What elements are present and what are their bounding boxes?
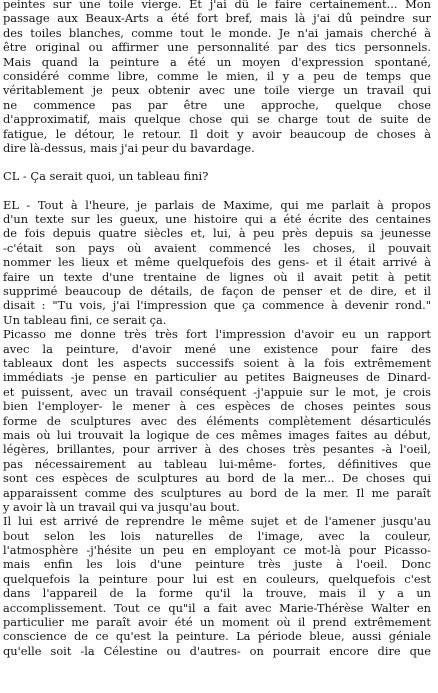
text-line: avec la peinture, d'avoir mené une existence pour faire des bbox=[3, 341, 431, 356]
text-line: fatigue, le détour, le retour. Il doit y avoir beaucoup de choses à bbox=[3, 126, 431, 141]
text-line: tableaux dont les aspects successifs soient à la fois extrêmement bbox=[3, 355, 431, 370]
text-line: forme de sculptures avec des éléments complètement désarticulés bbox=[3, 413, 431, 428]
paragraph-question-cl bbox=[3, 169, 431, 183]
text-line: pas nécessairement au tableau lui-même- fortes, définitives que bbox=[3, 456, 431, 471]
text-line: qu'elle soit -la Célestine ou d'autres- on pourrait encore dire que bbox=[3, 643, 431, 658]
text-line: conscience de ce qu'est la peinture. La période bleue, aussi géniale bbox=[3, 629, 431, 644]
text-line: particulier me paraît avoir été un moment où il prend extrêmement bbox=[3, 615, 431, 630]
paragraph-gap bbox=[3, 155, 431, 169]
text-line: accomplissement. Tout ce qu"il a fait avec Marie-Thérèse Walter en bbox=[3, 600, 431, 615]
text-line: mais enfin les lois d'une peinture très juste à l'oeil. Donc bbox=[3, 557, 431, 572]
text-line: bien l'employer- le mener à ces espèces de choses peintes sous bbox=[3, 399, 431, 414]
text-line: des toiles blanches, comme tout le monde. Je n'ai jamais cherché à bbox=[3, 25, 431, 40]
text-line: considéré comme libre, comme le mien, il y a peu de temps que bbox=[3, 68, 431, 83]
text-line: mais où lui trouvait la logique de ces mêmes images faites au début, bbox=[3, 427, 431, 442]
text-line: faire un texte d'une trentaine de lignes où il avait petit à petit bbox=[3, 269, 431, 284]
text-line: véritablement je peux obtenir avec une toile vierge un travail qui bbox=[3, 83, 431, 98]
text-line: sont ces espèces de sculptures au bord de la mer... De choses qui bbox=[3, 471, 431, 486]
text-line: Un tableau fini, ce serait ça. bbox=[3, 312, 167, 327]
text-line: quelquefois la peinture pour lui est en couleurs, quelquefois c'est bbox=[3, 571, 431, 586]
paragraph-peinture-toile-vierge bbox=[3, 0, 431, 155]
paragraph-reponse-el bbox=[3, 198, 431, 659]
text-line: dire là-dessus, mais j'ai peur du bavardage. bbox=[3, 140, 255, 155]
text-line: -c'était son pays où avaient commencé les choses, il pouvait bbox=[3, 240, 431, 255]
text-line: peintes sur une toile vierge. Et j'ai dû le faire certainement... Mon bbox=[3, 0, 431, 11]
text-line: être original ou affirmer une personnalité par des tics personnels. bbox=[3, 40, 431, 55]
text-line: Picasso me donne très très fort l'impression d'avoir eu un rapport bbox=[3, 327, 431, 342]
text-line: EL - Tout à l'heure, je parlais de Maxime, qui me parlait à propos bbox=[3, 197, 431, 212]
text-line: bout selon les lois naturelles de l'image, avec la couleur, bbox=[3, 528, 431, 543]
text-line: dans l'appareil de la forme qu'il la trouve, mais il y a un bbox=[3, 586, 431, 601]
paragraph-gap bbox=[3, 184, 431, 198]
text-line: y avoir là un travail qui va jusqu'au bout. bbox=[3, 499, 240, 514]
text-line: disait : "Tu vois, j'ai l'impression que ça commence à devenir rond." bbox=[3, 298, 431, 313]
text-line: nommer les lieux et même quelquefois des gens- et il était arrivé à bbox=[3, 255, 431, 270]
text-line: Il lui est arrivé de reprendre le même sujet et de l'amener jusqu'au bbox=[3, 514, 431, 529]
text-line: supprimé beaucoup de détails, de façon de penser et de dire, et il bbox=[3, 284, 431, 299]
text-line: et puissent, avec un travail conséquent -j'appuie sur le mot, je crois bbox=[3, 384, 431, 399]
text-line: légères, brillantes, pour arriver à des choses très pesantes -à l'oeil, bbox=[3, 442, 431, 457]
text-line: Mais quand la peinture a été un moyen d'expression spontané, bbox=[3, 54, 431, 69]
text-line: de fois depuis quatre siècles et, lui, à peu près depuis sa jeunesse bbox=[3, 226, 431, 241]
text-line: immédiats -je pense en particulier au petites Baigneuses de Dinard- bbox=[3, 370, 431, 385]
text-line: apparaissent comme des sculptures au bord de la mer. Il me paraît bbox=[3, 485, 431, 500]
text-line: d'un texte sur les gueux, une histoire qui a été écrite des centaines bbox=[3, 212, 431, 227]
text-line: ne commence pas par être une approche, quelque chose bbox=[3, 97, 431, 112]
text-line: CL - Ça serait quoi, un tableau fini? bbox=[3, 169, 209, 184]
text-line: l'atmosphère -j'hésite un peu en employant ce mot-là pour Picasso- bbox=[3, 543, 431, 558]
text-line: d'approximatif, mais quelque chose qui se charge tout de suite de bbox=[3, 112, 431, 127]
text-line: passage aux Beaux-Arts a été fort bref, mais là j'ai dû peindre sur bbox=[3, 11, 431, 26]
